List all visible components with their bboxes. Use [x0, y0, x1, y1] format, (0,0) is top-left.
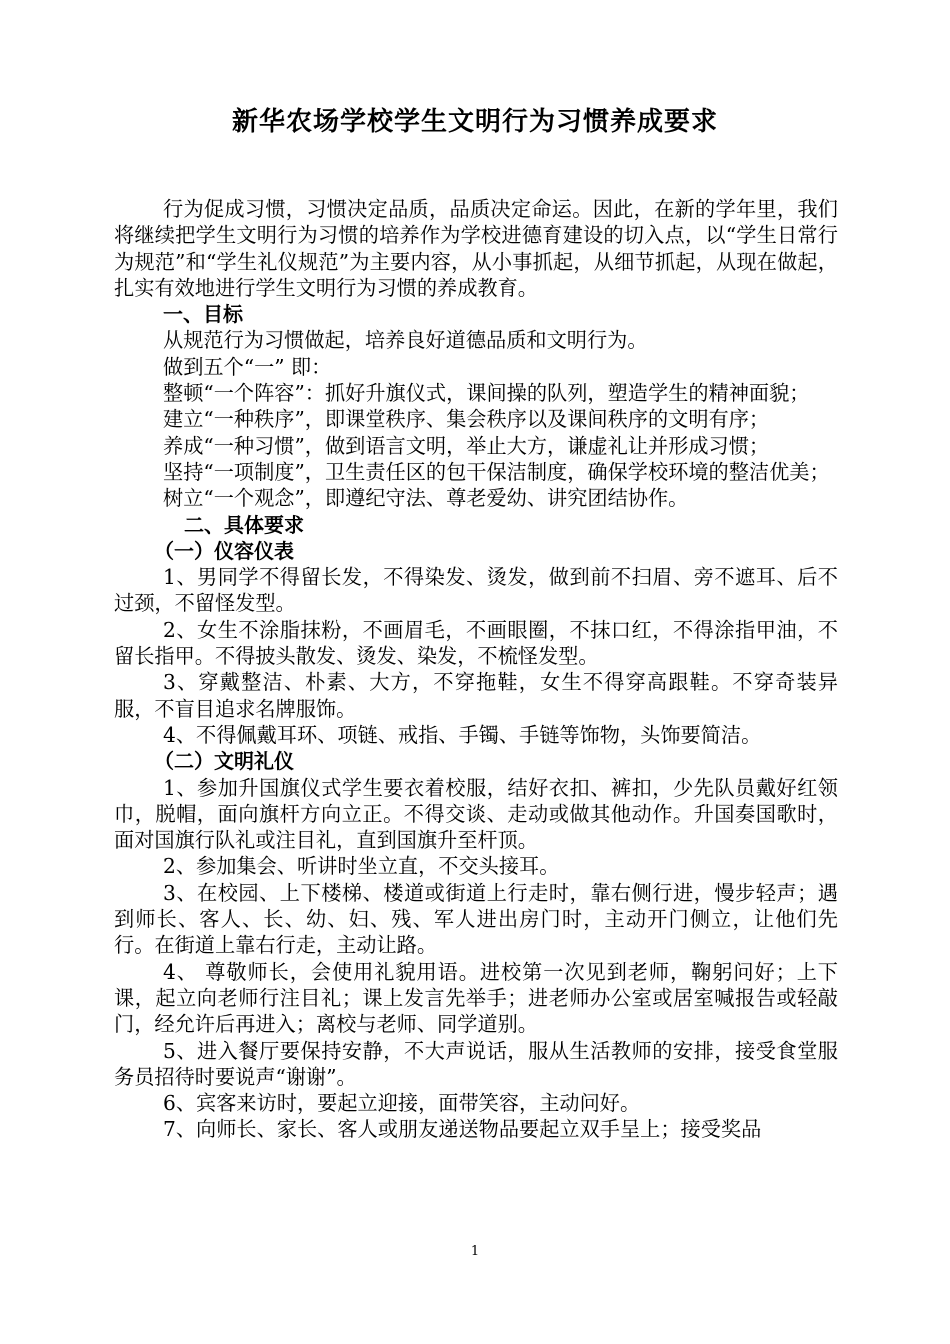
body-paragraph: 从规范行为习惯做起，培养良好道德品质和文明行为。	[163, 328, 648, 353]
body-paragraph: 7、向师长、家长、客人或朋友递送物品要起立双手呈上；接受奖品	[163, 1117, 762, 1142]
section-heading: 一、目标	[163, 302, 243, 327]
section-heading: 二、具体要求	[184, 512, 304, 537]
body-paragraph: 2、女生不涂脂抹粉，不画眉毛，不画眼圈，不抹口红，不得涂指甲油，不留长指甲。不得披头散发、烫发、染发，不梳怪发型。	[114, 617, 838, 669]
body-paragraph: 1、男同学不得留长发，不得染发、烫发，做到前不扫眉、旁不遮耳、后不过颈，不留怪发型。	[114, 565, 838, 616]
body-paragraph: 3、在校园、上下楼梯、楼道或街道上行走时，靠右侧行进，慢步轻声；遇到师长、客人、长、幼、妇、残、军人进出房门时，主动开门侧立，让他们先行。在街道上靠右行走，主动让路。	[114, 880, 838, 958]
body-paragraph: 树立“一个观念”，即遵纪守法、尊老爱幼、讲究团结协作。	[163, 486, 689, 511]
document-title: 新华农场学校学生文明行为习惯养成要求	[231, 107, 718, 137]
page-number: 1	[470, 1244, 480, 1259]
body-paragraph: 2、参加集会、听讲时坐立直，不交头接耳。	[163, 854, 560, 879]
document-body	[114, 196, 838, 1143]
section-heading: （二）文明礼仪	[154, 749, 294, 774]
body-paragraph: 养成“一种习惯”，做到语言文明，举止大方，谦虚礼让并形成习惯；	[163, 433, 770, 458]
body-paragraph: 1、参加升国旗仪式学生要衣着校服，结好衣扣、裤扣，少先队员戴好红领巾，脱帽，面向旗杆方向立正。不得交谈、走动或做其他动作。升国奏国歌时，面对国旗行队礼或注目礼，直到国旗升至杆顶。	[114, 775, 838, 853]
body-paragraph: 坚持“一项制度”，卫生责任区的包干保洁制度，确保学校环境的整洁优美；	[163, 459, 830, 484]
section-heading: （一）仪容仪表	[154, 538, 294, 563]
body-paragraph: 6、宾客来访时，要起立迎接，面带笑容，主动问好。	[163, 1091, 641, 1116]
body-paragraph: 4、不得佩戴耳环、项链、戒指、手镯、手链等饰物，头饰要简洁。	[163, 722, 762, 747]
body-paragraph: 整顿“一个阵容”：抓好升旗仪式，课间操的队列，塑造学生的精神面貌；	[163, 381, 810, 406]
body-paragraph: 行为促成习惯，习惯决定品质，品质决定命运。因此，在新的学年里，我们将继续把学生文明行为习惯的培养作为学校进德育建设的切入点，以“学生日常行为规范”和“学生礼仪规范”为主要内容，从小事抓起，从细节抓起，从现在做起，扎实有效地进行学生文明行为习惯的养成教育。	[114, 197, 838, 300]
body-paragraph: 5、进入餐厅要保持安静，不大声说话，服从生活教师的安排，接受食堂服务员招待时要说声“谢谢”。	[114, 1038, 838, 1089]
body-paragraph: 建立“一种秩序”，即课堂秩序、集会秩序以及课间秩序的文明有序；	[163, 407, 770, 432]
body-paragraph: 4、 尊敬师长，会使用礼貌用语。进校第一次见到老师，鞠躬问好；上下课，起立向老师行注目礼；课上发言先举手；进老师办公室或居室喊报告或轻敲门，经允许后再进入；离校与老师、同学道别。	[114, 959, 838, 1037]
body-paragraph: 3、穿戴整洁、朴素、大方，不穿拖鞋，女生不得穿高跟鞋。不穿奇装异服，不盲目追求名牌服饰。	[114, 670, 838, 721]
body-paragraph: 做到五个“一” 即：	[163, 354, 332, 379]
